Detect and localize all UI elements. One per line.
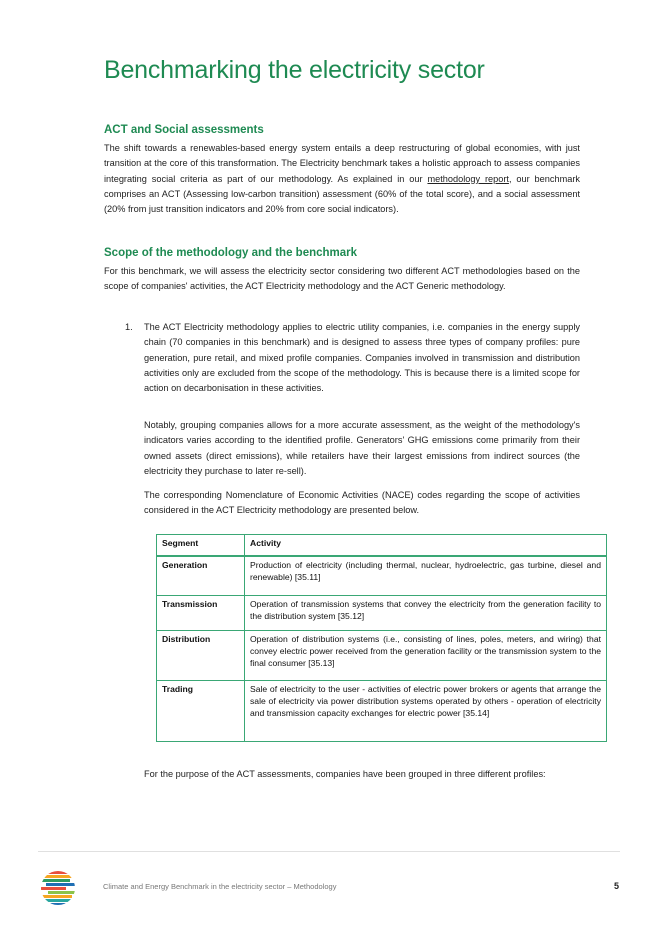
table-row bbox=[157, 631, 607, 681]
segment-cell: Distribution bbox=[157, 631, 245, 681]
segment-cell: Trading bbox=[157, 681, 245, 742]
table-row bbox=[157, 596, 607, 631]
activity-cell: Sale of electricity to the user - activities of electric power brokers or agents that arrange the sale of electricity via power distribution systems operated by others - operation of electricity and transmission capacity exchanges for electric power [35.14] bbox=[245, 681, 607, 742]
activity-cell: Operation of transmission systems that convey the electricity from the generation facility to the distribution system [35.12] bbox=[245, 596, 607, 631]
list-number: 1. bbox=[125, 322, 133, 332]
activity-cell: Operation of distribution systems (i.e., consisting of lines, poles, meters, and wiring) that convey electric power received from the generation facility or the transmission system to the final consumer [35.13] bbox=[245, 631, 607, 681]
profiles-paragraph: For the purpose of the ACT assessments, companies have been grouped in three different profiles: bbox=[144, 769, 546, 779]
table-header-row bbox=[157, 535, 607, 556]
footer-text: Climate and Energy Benchmark in the electricity sector – Methodology bbox=[103, 882, 337, 891]
nace-table bbox=[156, 534, 607, 742]
segment-cell: Transmission bbox=[157, 596, 245, 631]
segment-cell: Generation bbox=[157, 556, 245, 596]
table-header-segment: Segment bbox=[157, 535, 245, 556]
page-title: Benchmarking the electricity sector bbox=[104, 56, 485, 84]
wba-striped-globe-icon bbox=[40, 870, 76, 906]
scope-intro-paragraph: For this benchmark, we will assess the electricity sector considering two different ACT methodologies based on the scope of companies' activities, the ACT Electricity methodology and the ACT Generic methodology. bbox=[104, 266, 580, 292]
act-text-before: The shift towards a renewables-based energy system entails a deep restructuring of global economies, with just transition at the core of this transformation. The Electricity benchmark takes a holistic approach to assess companies integrating social criteria as part of our methodology. As explained in our bbox=[104, 143, 580, 184]
methodology-report-link[interactable]: methodology report bbox=[427, 173, 509, 184]
table-row bbox=[157, 681, 607, 742]
section-heading-act: ACT and Social assessments bbox=[104, 124, 264, 136]
activity-cell: Production of electricity (including thermal, nuclear, hydroelectric, gas turbine, diesel and renewable) [35.11] bbox=[245, 556, 607, 596]
act-text-after: , our benchmark comprises an ACT (Assessing low-carbon transition) assessment (60% of the total score), and a social assessment (20% from just transition indicators and 20% from core social indicators). bbox=[104, 173, 580, 215]
table-header-activity: Activity bbox=[245, 535, 607, 556]
list-item-paragraph-2: Notably, grouping companies allows for a more accurate assessment, as the weight of the methodology's indicators varies according to the identified profile. Generators' GHG emissions come primarily from their owned assets (direct emissions), while retailers have their largest emissions from indirect sources (the electricity they purchase to later re-sell). bbox=[144, 420, 580, 476]
list-item-paragraph-3: The corresponding Nomenclature of Economic Activities (NACE) codes regarding the scope of activities considered in the ACT Electricity methodology are presented below. bbox=[144, 490, 580, 516]
act-paragraph bbox=[104, 141, 580, 217]
table-row bbox=[157, 556, 607, 596]
page-number: 5 bbox=[614, 881, 620, 891]
footer-divider bbox=[38, 851, 620, 852]
list-item-paragraph-1: The ACT Electricity methodology applies to electric utility companies, i.e. companies in the energy supply chain (70 companies in this benchmark) and is designed to assess three types of company profiles: pure generation, pure retail, and mixed profile companies. Companies involved in transmission and distribution activities only are excluded from the scope of the methodology. This is because there is a limited scope for action on decarbonisation in these activities. bbox=[144, 322, 580, 394]
section-heading-scope: Scope of the methodology and the benchmark bbox=[104, 247, 358, 259]
